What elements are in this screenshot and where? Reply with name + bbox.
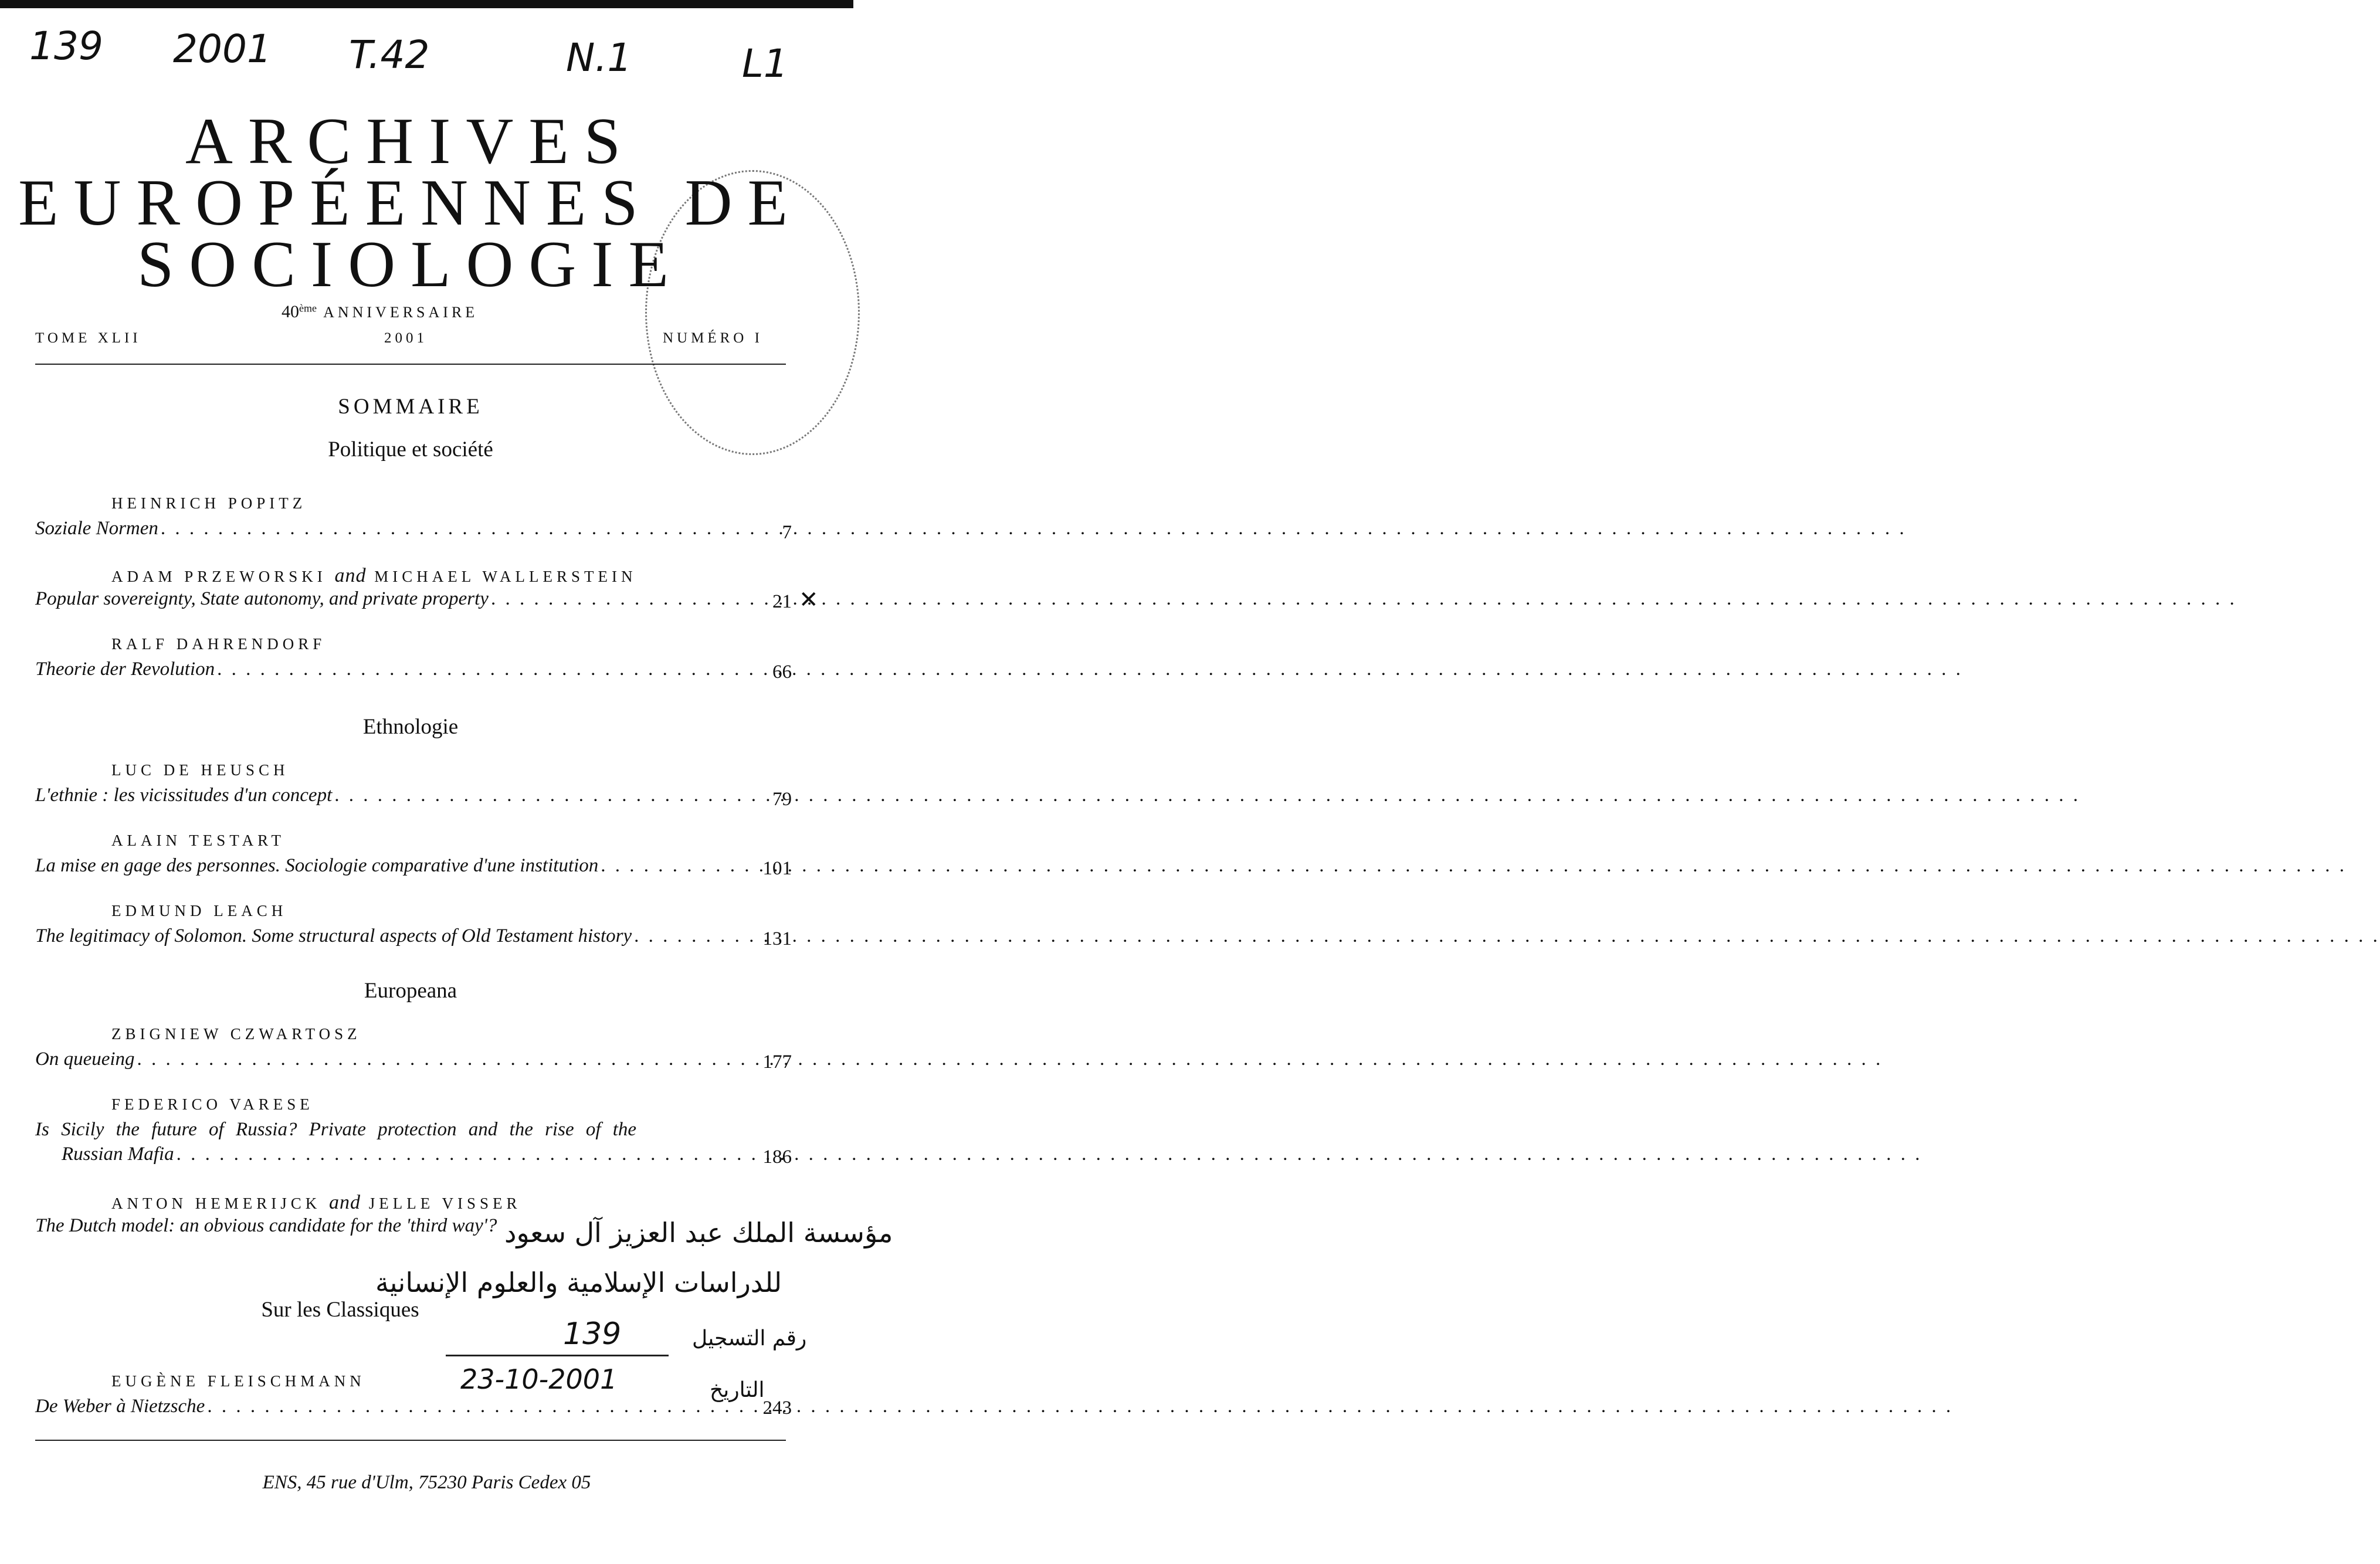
- author-name: EDMUND LEACH: [111, 902, 287, 920]
- section-title: Politique et société: [328, 437, 493, 462]
- author-name: FEDERICO VARESE: [111, 1095, 314, 1113]
- article-title: L'ethnie : les vicissitudes d'un concept: [35, 785, 333, 806]
- stamp-institution-line-1: مؤسسة الملك عبد العزيز آل سعود: [504, 1217, 893, 1249]
- article-title: Theorie der Revolution: [35, 659, 215, 680]
- anniversary-superscript: ème: [299, 302, 317, 314]
- author-name: RALF DAHRENDORF: [111, 635, 326, 653]
- page-number: 21: [772, 591, 792, 612]
- author-name: ALAIN TESTART: [111, 832, 285, 849]
- handwritten-number-n: N.1: [566, 35, 632, 80]
- cross-mark-icon: ✕: [799, 586, 819, 613]
- dot-leader: [601, 855, 2347, 877]
- journal-title-line-2: EUROPÉENNES DE: [18, 167, 803, 239]
- toc-entry[interactable]: [35, 659, 704, 680]
- anniversary-word: ANNIVERSAIRE: [323, 304, 479, 321]
- header-rule: [35, 364, 786, 365]
- dot-leader: [137, 1049, 1883, 1070]
- page-number: 101: [762, 858, 792, 879]
- scan-top-border: [0, 0, 853, 8]
- dot-leader: [634, 925, 2380, 947]
- section-title: Europeana: [364, 979, 457, 1003]
- page-number: 177: [762, 1051, 792, 1073]
- stamp-registration-label: رقم التسجيل: [692, 1326, 807, 1351]
- toc-entry[interactable]: [35, 1119, 704, 1141]
- article-title-continued: Russian Mafia: [62, 1144, 174, 1165]
- registration-number-handwritten: 139: [563, 1317, 622, 1352]
- toc-entry[interactable]: [35, 1215, 528, 1237]
- footer-rule: [35, 1440, 786, 1441]
- dot-leader: [161, 518, 1907, 540]
- article-title: Is Sicily the future of Russia? Private protection and the rise of the: [35, 1119, 637, 1140]
- section-title: Sur les Classiques: [261, 1298, 419, 1322]
- article-title: Soziale Normen: [35, 518, 158, 539]
- page-number: 66: [772, 661, 792, 683]
- tome-label: TOME XLII: [35, 330, 141, 346]
- author-name: HEINRICH POPITZ: [111, 494, 307, 512]
- journal-title-line-3: SOCIOLOGIE: [137, 228, 684, 301]
- article-title: De Weber à Nietzsche: [35, 1396, 205, 1417]
- toc-entry[interactable]: [35, 855, 704, 877]
- publisher-address: ENS, 45 rue d'Ulm, 75230 Paris Cedex 05: [262, 1472, 591, 1493]
- page-number: 131: [762, 928, 792, 949]
- journal-title-line-1: ARCHIVES: [185, 105, 636, 178]
- handwritten-year: 2001: [173, 26, 272, 72]
- year-label: 2001: [384, 330, 428, 346]
- page-number: 79: [772, 789, 792, 810]
- anniversary-number: 40: [282, 302, 299, 321]
- author-name: ZBIGNIEW CZWARTOSZ: [111, 1025, 361, 1043]
- toc-entry[interactable]: [35, 925, 704, 947]
- page-number: 186: [762, 1146, 792, 1168]
- page-number: 7: [782, 522, 792, 543]
- author-name: EUGÈNE FLEISCHMANN: [111, 1372, 365, 1390]
- stamp-date-label: التاريخ: [710, 1378, 765, 1402]
- handwritten-l1: L1: [742, 41, 788, 86]
- toc-entry[interactable]: [35, 1049, 704, 1070]
- dot-leader: [177, 1144, 1923, 1165]
- toc-entry[interactable]: [35, 1396, 704, 1417]
- article-title: La mise en gage des personnes. Sociologie comparative d'une institution: [35, 855, 599, 876]
- toc-entry[interactable]: [35, 518, 704, 540]
- registration-date-handwritten: 23-10-2001: [460, 1363, 618, 1395]
- dot-leader: [207, 1396, 1953, 1417]
- toc-entry[interactable]: [35, 588, 704, 610]
- dot-leader: [334, 785, 2080, 806]
- page-number: 243: [762, 1397, 792, 1419]
- article-title: The legitimacy of Solomon. Some structural aspects of Old Testament history: [35, 925, 632, 946]
- handwritten-tome: T.42: [349, 32, 430, 77]
- section-title: Ethnologie: [362, 715, 459, 739]
- handwritten-number: 139: [29, 23, 103, 69]
- author-name: LUC DE HEUSCH: [111, 761, 289, 779]
- article-title: The Dutch model: an obvious candidate for the 'third way'?: [35, 1215, 497, 1236]
- sommaire-heading: SOMMAIRE: [338, 395, 483, 419]
- author-name: ANTON HEMERIJCK and JELLE VISSER: [111, 1192, 521, 1213]
- toc-entry-continuation[interactable]: [62, 1144, 704, 1165]
- dot-leader: [217, 659, 1963, 680]
- article-title: Popular sovereignty, State autonomy, and private property: [35, 588, 489, 609]
- numero-label: NUMÉRO I: [663, 330, 763, 346]
- anniversary-line: [282, 302, 478, 322]
- registration-underline: [446, 1355, 669, 1356]
- toc-entry[interactable]: [35, 785, 704, 806]
- author-name: ADAM PRZEWORSKI and MICHAEL WALLERSTEIN: [111, 565, 637, 586]
- stamp-institution-line-2: للدراسات الإسلامية والعلوم الإنسانية: [375, 1267, 782, 1298]
- article-title: On queueing: [35, 1049, 135, 1070]
